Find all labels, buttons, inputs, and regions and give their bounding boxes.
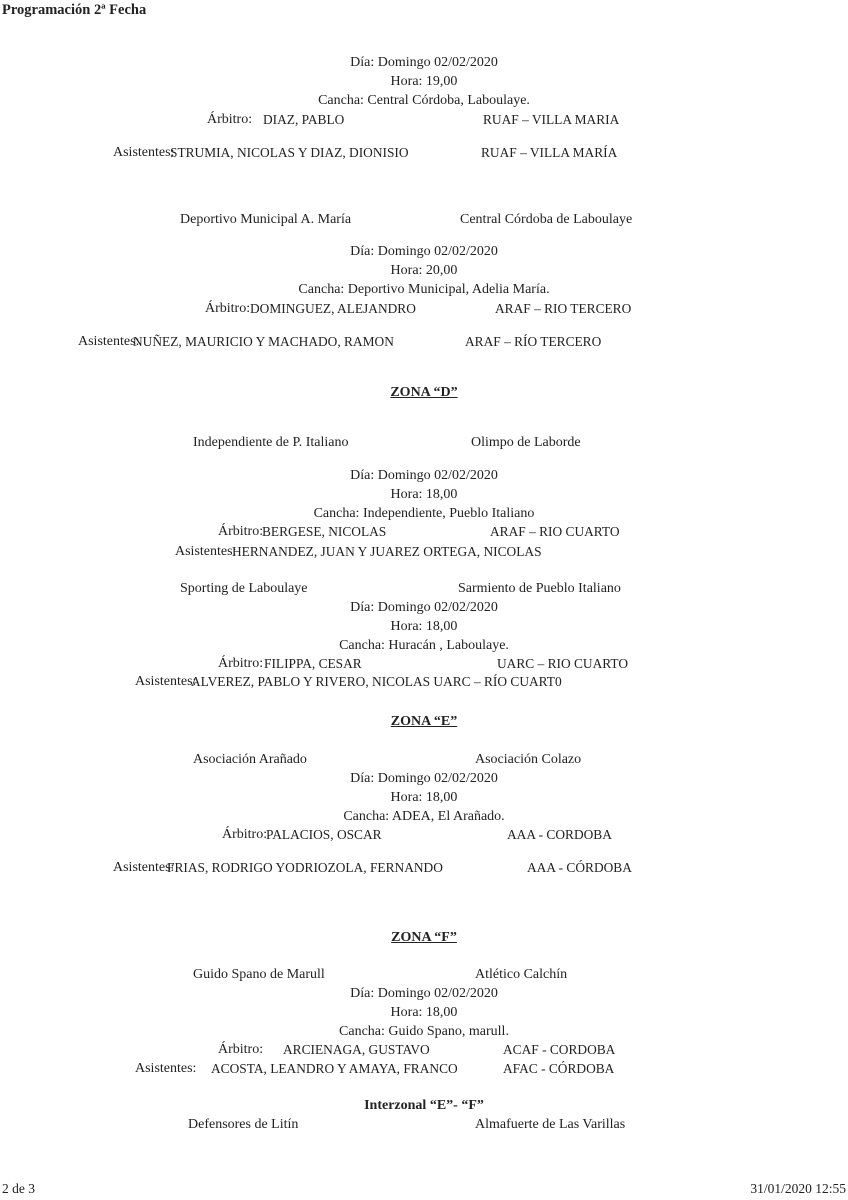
referee-label: Árbitro: — [207, 112, 253, 127]
zone-f-heading — [0, 928, 848, 947]
match5-referee-row — [0, 825, 848, 844]
referee-label: Árbitro: — [218, 1042, 264, 1057]
assistants-association: AAA - CÓRDOBA — [527, 860, 632, 875]
assistants-names: STRUMIA, NICOLAS Y DIAZ, DIONISIO — [170, 145, 409, 160]
assistants-names: ALVEREZ, PABLO Y RIVERO, NICOLAS UARC – RÍO CUART0 — [191, 674, 562, 689]
assistants-names: NUÑEZ, MAURICIO Y MACHADO, RAMON — [133, 334, 394, 349]
assistants-label: Asistentes: — [175, 544, 237, 559]
referee-name: DIAZ, PABLO — [263, 112, 345, 127]
match2-date: Día: Domingo 02/02/2020 — [350, 244, 498, 259]
referee-name: BERGESE, NICOLAS — [262, 524, 387, 539]
match1-assistants-row — [0, 143, 848, 162]
assistants-label: Asistentes: — [113, 145, 175, 160]
referee-association: ARAF – RIO TERCERO — [495, 301, 632, 316]
match1-venue: Cancha: Central Córdoba, Laboulaye. — [318, 93, 530, 108]
match6-assistants-row — [0, 1059, 848, 1078]
referee-label: Árbitro: — [222, 827, 268, 842]
match5-date: Día: Domingo 02/02/2020 — [350, 771, 498, 786]
referee-name: ARCIENAGA, GUSTAVO — [283, 1042, 430, 1057]
referee-association: ACAF - CORDOBA — [503, 1042, 616, 1057]
match4-date: Día: Domingo 02/02/2020 — [350, 600, 498, 615]
away-team: Almafuerte de Las Varillas — [475, 1117, 626, 1132]
referee-name: DOMINGUEZ, ALEJANDRO — [250, 301, 416, 316]
match4-teams-row — [0, 579, 848, 598]
away-team: Asociación Colazo — [475, 752, 582, 767]
referee-label: Árbitro: — [205, 301, 251, 316]
match6-venue: Cancha: Guido Spano, marull. — [339, 1024, 509, 1039]
assistants-label: Asistentes: — [113, 860, 175, 875]
match5-venue: Cancha: ADEA, El Arañado. — [343, 809, 505, 824]
assistants-names: ACOSTA, LEANDRO Y AMAYA, FRANCO — [211, 1061, 458, 1076]
page-title: Programación 2ª Fecha — [2, 2, 147, 18]
match6-teams-row — [0, 965, 848, 984]
interzonal-title: Interzonal “E”- “F” — [364, 1098, 484, 1113]
match3-venue: Cancha: Independiente, Pueblo Italiano — [313, 506, 535, 521]
home-team: Guido Spano de Marull — [193, 967, 325, 982]
match1-referee-row — [0, 110, 848, 129]
assistants-label: Asistentes: — [135, 1061, 197, 1076]
match1-date: Día: Domingo 02/02/2020 — [350, 55, 498, 70]
interzonal-heading — [0, 1096, 848, 1115]
match2-referee-row — [0, 299, 848, 318]
zone-e-heading — [0, 712, 848, 731]
match2-assistants-row — [0, 332, 848, 351]
referee-association: RUAF – VILLA MARIA — [483, 112, 620, 127]
match3-assistants-row — [0, 542, 848, 561]
page-footer — [0, 1179, 848, 1198]
match3-time: Hora: 18,00 — [390, 487, 458, 502]
assistants-label: Asistentes: — [135, 674, 197, 689]
referee-name: FILIPPA, CESAR — [264, 656, 362, 671]
referee-label: Árbitro: — [218, 524, 264, 539]
assistants-names: HERNANDEZ, JUAN Y JUAREZ ORTEGA, NICOLAS — [232, 544, 542, 559]
match3-referee-row — [0, 522, 848, 541]
away-team: Atlético Calchín — [475, 967, 568, 982]
home-team: Defensores de Litín — [188, 1117, 299, 1132]
home-team: Independiente de P. Italiano — [193, 435, 349, 450]
match4-referee-row — [0, 654, 848, 673]
zone-d-heading — [0, 383, 848, 402]
zone-f-title: ZONA “F” — [391, 930, 457, 945]
away-team: Central Córdoba de Laboulaye — [460, 212, 633, 227]
referee-association: UARC – RIO CUARTO — [497, 656, 629, 671]
page-number: 2 de 3 — [2, 1181, 35, 1196]
match5-teams-row — [0, 750, 848, 769]
match5-assistants-row — [0, 858, 848, 877]
match2-venue: Cancha: Deportivo Municipal, Adelia María. — [298, 282, 550, 297]
home-team: Sporting de Laboulaye — [180, 581, 308, 596]
assistants-label: Asistentes: — [78, 334, 140, 349]
referee-association: ARAF – RIO CUARTO — [490, 524, 620, 539]
match2-time: Hora: 20,00 — [390, 263, 458, 278]
interzonal-teams-row — [0, 1115, 848, 1134]
match3-date: Día: Domingo 02/02/2020 — [350, 468, 498, 483]
referee-association: AAA - CORDOBA — [507, 827, 612, 842]
match5-time: Hora: 18,00 — [390, 790, 458, 805]
match4-assistants-row — [0, 672, 848, 691]
match3-teams-row — [0, 433, 848, 452]
match4-venue: Cancha: Huracán , Laboulaye. — [339, 638, 509, 653]
assistants-association: AFAC - CÓRDOBA — [503, 1061, 615, 1076]
match2-teams-row — [0, 210, 848, 229]
assistants-association: RUAF – VILLA MARÍA — [481, 145, 618, 160]
away-team: Sarmiento de Pueblo Italiano — [458, 581, 621, 596]
away-team: Olimpo de Laborde — [471, 435, 581, 450]
match1-time: Hora: 19,00 — [390, 74, 458, 89]
match6-referee-row — [0, 1040, 848, 1059]
zone-e-title: ZONA “E” — [390, 714, 458, 729]
match6-time: Hora: 18,00 — [390, 1005, 458, 1020]
zone-d-title: ZONA “D” — [390, 385, 458, 400]
referee-name: PALACIOS, OSCAR — [266, 827, 382, 842]
print-timestamp: 31/01/2020 12:55 — [750, 1181, 846, 1196]
referee-label: Árbitro: — [218, 656, 264, 671]
home-team: Deportivo Municipal A. María — [180, 212, 352, 227]
assistants-association: ARAF – RÍO TERCERO — [465, 334, 602, 349]
match4-time: Hora: 18,00 — [390, 619, 458, 634]
assistants-names: FRIAS, RODRIGO YODRIOZOLA, FERNANDO — [167, 860, 443, 875]
match6-date: Día: Domingo 02/02/2020 — [350, 986, 498, 1001]
home-team: Asociación Arañado — [193, 752, 307, 767]
